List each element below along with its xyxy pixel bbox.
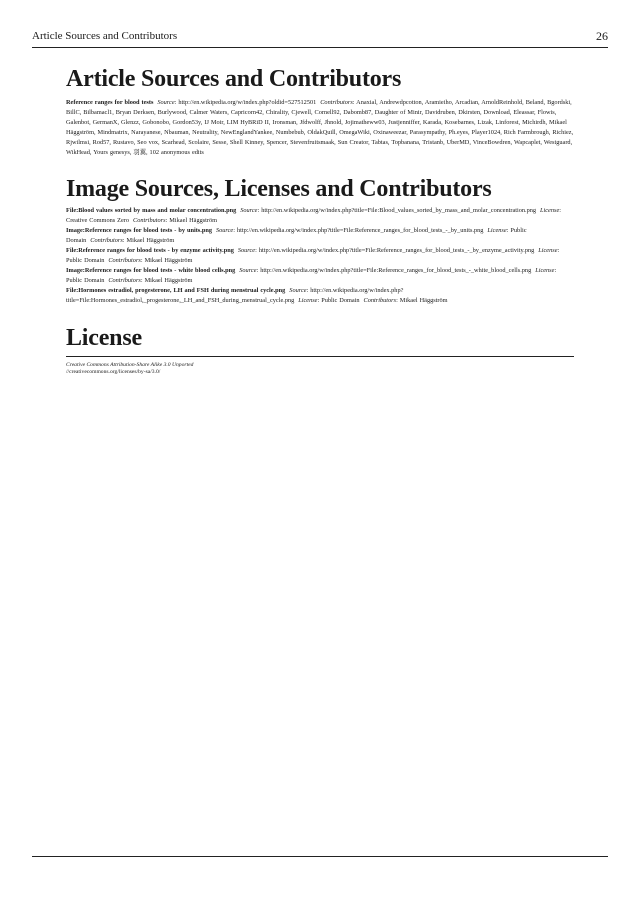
article-sources-heading: Article Sources and Contributors xyxy=(66,66,402,92)
image-license: : Public Domain xyxy=(66,267,557,284)
contributors-label: Contributors xyxy=(108,277,141,284)
license-label: License xyxy=(538,247,558,254)
image-source-url[interactable]: : http://en.wikipedia.org/w/index.php?title=File:Hormones_estradiol,_progesterone,_LH_and_FSH_during_menstrual_cycle.png xyxy=(66,287,404,304)
image-file-name: Image:Reference ranges for blood tests - white blood cells.png xyxy=(66,267,236,274)
image-contributors: : Mikael Häggström xyxy=(165,217,218,224)
source-label: Source xyxy=(239,267,257,274)
source-label: Source xyxy=(157,99,175,106)
image-entry xyxy=(66,266,574,286)
image-sources-heading: Image Sources, Licenses and Contributors xyxy=(66,176,492,202)
image-contributors: : Mikael Häggström xyxy=(396,297,448,304)
image-source-url[interactable]: : http://en.wikipedia.org/w/index.php?title=File:Reference_ranges_for_blood_tests_-_white_blood_cells.png xyxy=(256,267,532,274)
license-label: License xyxy=(487,227,507,234)
license-text xyxy=(66,362,574,376)
image-entry xyxy=(66,246,574,266)
contributors-label: Contributors xyxy=(90,237,123,244)
image-contributors: : Mikael Häggström xyxy=(140,277,193,284)
article-sources-entry xyxy=(66,98,574,158)
source-label: Source xyxy=(237,247,256,254)
image-file-name: File:Blood values sorted by mass and molar concentration.png xyxy=(66,207,237,214)
license-url[interactable]: //creativecommons.org/licenses/by-sa/3.0/ xyxy=(66,369,161,375)
image-contributors: : Mikael Häggström xyxy=(140,257,193,264)
image-license: : Public Domain xyxy=(66,227,527,244)
license-section xyxy=(66,325,574,376)
image-source-url[interactable]: : http://en.wikipedia.org/w/index.php?title=File:Blood_values_sorted_by_mass_and_molar_concentration.png xyxy=(257,207,537,214)
image-file-name: Image:Reference ranges for blood tests - by units.png xyxy=(66,227,212,234)
image-contributors: : Mikael Häggström xyxy=(122,237,175,244)
contributors-label: Contributors xyxy=(320,99,353,106)
image-license: : Creative Commons Zero xyxy=(66,207,562,224)
image-file-name: File:Reference ranges for blood tests - by enzyme activity.png xyxy=(66,247,234,254)
footer-rule xyxy=(32,856,608,857)
license-label: License xyxy=(298,297,318,304)
image-sources-section xyxy=(66,176,574,306)
source-label: Source xyxy=(240,207,258,214)
license-rule xyxy=(66,356,574,357)
image-source-url[interactable]: : http://en.wikipedia.org/w/index.php?title=File:Reference_ranges_for_blood_tests_-_by_enzyme_activity.png xyxy=(255,247,535,254)
contributors-label: Contributors xyxy=(363,297,397,304)
running-title: Article Sources and Contributors xyxy=(32,30,178,42)
image-entry xyxy=(66,286,574,306)
article-sources-section xyxy=(66,66,574,158)
image-file-name: File:Hormones estradiol, progesterone, LH and FSH during menstrual cycle.png xyxy=(66,287,286,294)
image-entry xyxy=(66,206,574,226)
article-contributors: : Anaxial, Andrewdpcotton, Aramieiho, Arcadian, ArnoldReinhold, Beland, Bgordski, BillC, Bilbamacl1, Bryan Derksen, Burlywood, Calmer Waters, Capricorn42, Chirality, Cjewell, Cornell92, Dabomb87, Daughter of Minir, Davidruben, Dkirsten, Download, Eleassar, Flowis, Galenbot, GermanX, Glenzz, Gobonobo, Gordon53y, IJ Moir, LIM HyBRiD II, Ironsman, Jfdwolff, Jhnold, Jojimatheww03, Justjenniffer, Karada, Kosebarnes, Lizak, Linforest, Michirdh, Mikael Häggström, Mindmatrix, Narayanese, Nbauman, Neutrality, NewEnglandYankee, Numbebub, OldakQuill, OmegaWiki, Oxinaweezar, Parasympathy, Ph.eyes, Player1024, Rich Farmbrough, Richiez, Rjwilmsi, Rod57, Rustavo, Seo vox, Scarhead, Scolaire, Sesse, Shell Kinney, Spencer, Stevenfruitsmaak, Sun Creator, Tabtas, Topbanana, Tristanb, UberMD, VinceBowdren, Wapcaplet, Westguard, WikHead, Yours genesys, 羽翼, 102 anonymous edits xyxy=(66,99,574,156)
source-label: Source xyxy=(215,227,234,234)
contributors-label: Contributors xyxy=(133,217,166,224)
image-entry xyxy=(66,226,574,246)
source-label: Source xyxy=(289,287,307,294)
article-title: Reference ranges for blood tests xyxy=(66,99,154,106)
image-license: : Public Domain xyxy=(66,247,560,264)
license-heading: License xyxy=(66,325,142,351)
article-source-url[interactable]: : http://en.wikipedia.org/w/index.php?oldid=527512501 xyxy=(174,99,317,106)
license-label: License xyxy=(535,267,555,274)
page-number: 26 xyxy=(596,29,608,43)
image-sources-list xyxy=(66,206,574,306)
license-name: Creative Commons Attribution-Share Alike 3.0 Unported xyxy=(66,362,194,368)
image-source-url[interactable]: : http://en.wikipedia.org/w/index.php?title=File:Reference_ranges_for_blood_tests_-_by_units.png xyxy=(233,227,484,234)
license-label: License xyxy=(540,207,560,214)
image-license: : Public Domain xyxy=(317,297,360,304)
contributors-label: Contributors xyxy=(108,257,141,264)
header-rule xyxy=(32,47,608,48)
